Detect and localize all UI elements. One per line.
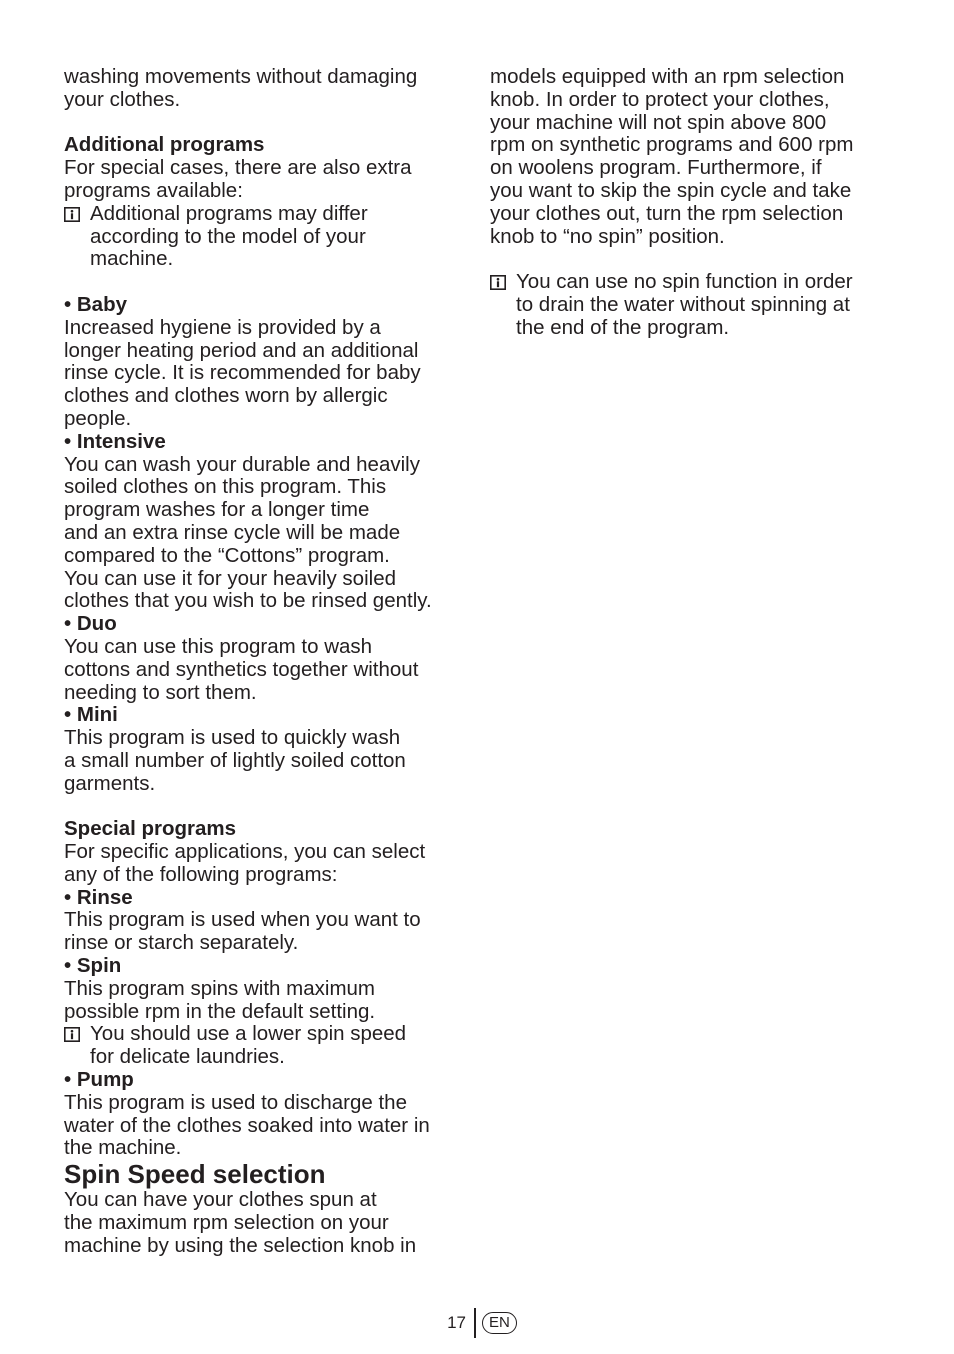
spin-note-line-2: for delicate laundries. bbox=[90, 1045, 285, 1069]
baby-line-3: rinse cycle. It is recommended for baby bbox=[64, 361, 421, 385]
right-line-3: your machine will not spin above 800 bbox=[490, 110, 827, 134]
additional-note-line-1: Additional programs may differ bbox=[90, 201, 368, 225]
spin-speed-heading: Spin Speed selection bbox=[64, 1159, 326, 1190]
right-line-1: models equipped with an rpm selection bbox=[490, 65, 845, 88]
rinse-line-2: rinse or starch separately. bbox=[64, 931, 299, 955]
duo-title: • Duo bbox=[64, 612, 117, 636]
intro-line-2: your clothes. bbox=[64, 87, 181, 111]
special-intro-line-1: For specific applications, you can select bbox=[64, 840, 426, 864]
duo-line-3: needing to sort them. bbox=[64, 680, 257, 704]
intro-line-1: washing movements without damaging bbox=[64, 65, 418, 88]
spin-line-1: This program spins with maximum bbox=[64, 976, 375, 1000]
duo-line-1: You can use this program to wash bbox=[64, 634, 373, 658]
baby-line-4: clothes and clothes worn by allergic bbox=[64, 384, 388, 408]
spin-note-line-1: You should use a lower spin speed bbox=[90, 1022, 407, 1046]
mini-title: • Mini bbox=[64, 703, 118, 727]
right-line-4: rpm on synthetic programs and 600 rpm bbox=[490, 133, 854, 157]
spin-speed-line-2: the maximum rpm selection on your bbox=[64, 1211, 389, 1235]
spin-speed-line-3: machine by using the selection knob in bbox=[64, 1233, 417, 1257]
no-spin-note bbox=[490, 271, 895, 339]
pump-title: • Pump bbox=[64, 1068, 134, 1092]
intensive-line-5: compared to the “Cottons” program. bbox=[64, 543, 390, 567]
mini-line-1: This program is used to quickly wash bbox=[64, 726, 401, 750]
baby-line-5: people. bbox=[64, 406, 132, 430]
info-icon bbox=[490, 275, 506, 290]
intensive-line-7: clothes that you wish to be rinsed gently. bbox=[64, 589, 432, 613]
spin-note bbox=[64, 1023, 469, 1069]
spin-speed-line-1: You can have your clothes spun at bbox=[64, 1188, 377, 1212]
left-column bbox=[64, 66, 469, 1258]
no-spin-note-line-3: the end of the program. bbox=[516, 315, 730, 339]
additional-programs-heading: Additional programs bbox=[64, 133, 265, 157]
right-line-2: knob. In order to protect your clothes, bbox=[490, 87, 830, 111]
page-footer bbox=[444, 1308, 517, 1338]
intensive-line-6: You can use it for your heavily soiled bbox=[64, 566, 396, 590]
special-intro-line-2: any of the following programs: bbox=[64, 862, 338, 886]
right-line-5: on woolens program. Furthermore, if bbox=[490, 156, 822, 180]
mini-line-3: garments. bbox=[64, 771, 156, 795]
intensive-line-3: program washes for a longer time bbox=[64, 498, 370, 522]
intensive-line-4: and an extra rinse cycle will be made bbox=[64, 520, 401, 544]
right-column bbox=[490, 66, 895, 340]
info-icon bbox=[64, 207, 80, 222]
additional-intro-line-1: For special cases, there are also extra bbox=[64, 156, 412, 180]
intensive-title: • Intensive bbox=[64, 429, 166, 453]
intensive-line-2: soiled clothes on this program. This bbox=[64, 475, 387, 499]
pump-line-1: This program is used to discharge the bbox=[64, 1090, 407, 1114]
additional-note-line-3: machine. bbox=[90, 247, 174, 271]
additional-programs-note bbox=[64, 203, 469, 271]
baby-line-2: longer heating period and an additional bbox=[64, 338, 419, 362]
spin-title: • Spin bbox=[64, 954, 122, 978]
info-icon bbox=[64, 1027, 80, 1042]
no-spin-note-line-2: to drain the water without spinning at bbox=[516, 292, 850, 316]
rinse-title: • Rinse bbox=[64, 885, 133, 909]
page-number: 17 bbox=[447, 1313, 466, 1332]
additional-intro-line-2: programs available: bbox=[64, 178, 243, 202]
pump-line-3: the machine. bbox=[64, 1136, 182, 1160]
language-badge: EN bbox=[482, 1312, 517, 1334]
pump-line-2: water of the clothes soaked into water in bbox=[64, 1113, 430, 1137]
right-line-7: your clothes out, turn the rpm selection bbox=[490, 201, 844, 225]
additional-note-line-2: according to the model of your bbox=[90, 224, 366, 248]
spin-line-2: possible rpm in the default setting. bbox=[64, 999, 376, 1023]
footer-divider bbox=[474, 1308, 476, 1338]
baby-title: • Baby bbox=[64, 292, 128, 316]
baby-line-1: Increased hygiene is provided by a bbox=[64, 315, 381, 339]
no-spin-note-line-1: You can use no spin function in order bbox=[516, 270, 853, 294]
right-line-6: you want to skip the spin cycle and take bbox=[490, 178, 852, 202]
rinse-line-1: This program is used when you want to bbox=[64, 908, 421, 932]
right-line-8: knob to “no spin” position. bbox=[490, 224, 725, 248]
duo-line-2: cottons and synthetics together without bbox=[64, 657, 419, 681]
mini-line-2: a small number of lightly soiled cotton bbox=[64, 748, 406, 772]
special-programs-heading: Special programs bbox=[64, 817, 237, 841]
intensive-line-1: You can wash your durable and heavily bbox=[64, 452, 420, 476]
